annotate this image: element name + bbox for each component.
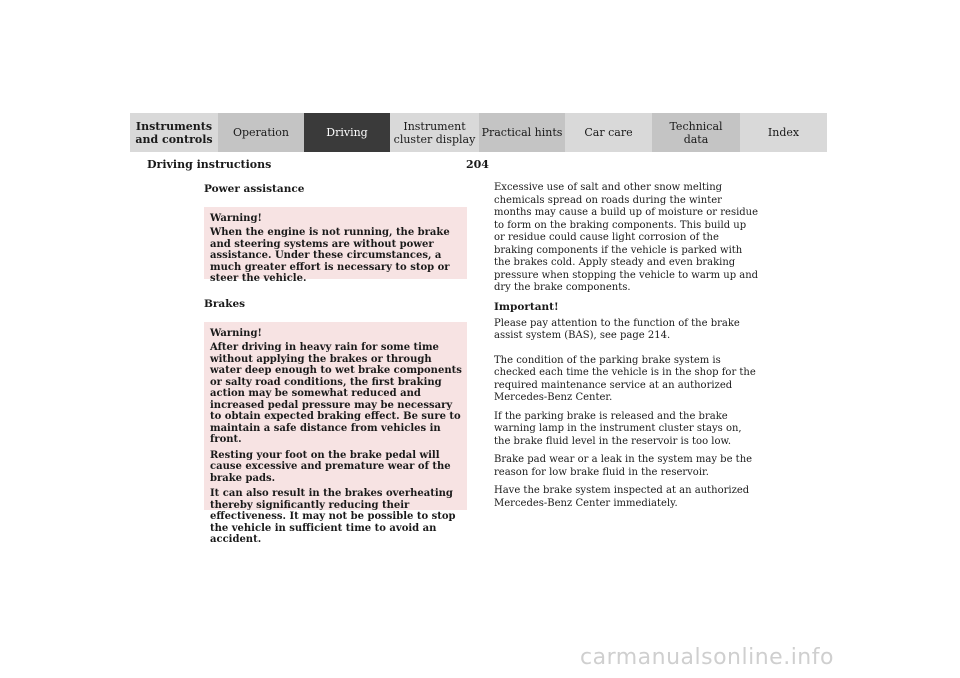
page-number: 204: [466, 158, 489, 171]
tab-index[interactable]: Index: [740, 113, 827, 152]
power-assistance-heading: Power assistance: [204, 183, 305, 195]
parking-brake-check-paragraph: The condition of the parking brake system is checked each time the vehicle is in the shop for the required maintenance service at an authorized Mercedes-Benz Center.: [494, 354, 756, 403]
brake-pad-wear-paragraph: Brake pad wear or a leak in the system may be the reason for low brake fluid in the reservoir.: [494, 454, 753, 478]
tab-operation[interactable]: Operation: [218, 113, 304, 152]
watermark: carmanualsonline.info: [580, 645, 834, 670]
warning-text: When the engine is not running, the brake and steering systems are without power assistance. Under these circumstances, a much greater effort is necessary to stop or steer the vehicle.: [210, 227, 450, 284]
right-column: [494, 182, 759, 516]
warning-box-brakes: [204, 322, 467, 545]
section-tabs: [130, 113, 827, 152]
tab-driving[interactable]: Driving: [304, 113, 390, 152]
warning-title: Warning!: [210, 328, 262, 339]
tab-instruments-and-controls[interactable]: Instruments and controls: [130, 113, 218, 152]
tab-car-care[interactable]: Car care: [565, 113, 652, 152]
brake-warning-lamp-paragraph: If the parking brake is released and the brake warning lamp in the instrument cluster stays on, the brake fluid level in the reservoir is too low.: [494, 410, 742, 447]
warning-text-overheating: It can also result in the brakes overheating thereby significantly reducing their effectiveness. It may not be possible to stop the vehicle in sufficient time to avoid an accident.: [210, 488, 456, 545]
warning-box-power: [204, 207, 467, 284]
tab-instrument-cluster-display[interactable]: Instrument cluster display: [390, 113, 479, 152]
important-heading: Important!: [494, 300, 559, 313]
inspection-paragraph: Have the brake system inspected at an authorized Mercedes-Benz Center immediately.: [494, 485, 750, 509]
warning-text-pad-wear: Resting your foot on the brake pedal will cause excessive and premature wear of the brake pads.: [210, 449, 451, 484]
brakes-heading: Brakes: [204, 298, 246, 310]
tab-practical-hints[interactable]: Practical hints: [479, 113, 565, 152]
tab-technical-data[interactable]: Technical data: [652, 113, 740, 152]
bas-paragraph: Please pay attention to the function of the brake assist system (BAS), see page 214.: [494, 317, 740, 341]
salt-paragraph: Excessive use of salt and other snow melting chemicals spread on roads during the winter months may cause a build up of moisture or residue to form on the braking components. This build up or residue could cause light corrosion of the braking components if the vehicle is parked with the brakes cold. Apply steady and even braking pressure when stopping the vehicle to warm up and dry the brake components.: [494, 182, 759, 293]
section-title: Driving instructions: [147, 158, 272, 171]
warning-title: Warning!: [210, 213, 262, 224]
warning-text-rain: After driving in heavy rain for some time without applying the brakes or through water deep enough to wet brake components or salty road conditions, the first braking action may be somewhat reduced and increased pedal pressure may be necessary to obtain expected braking effect. Be sure to maintain a safe distance from vehicles in front.: [210, 342, 462, 445]
